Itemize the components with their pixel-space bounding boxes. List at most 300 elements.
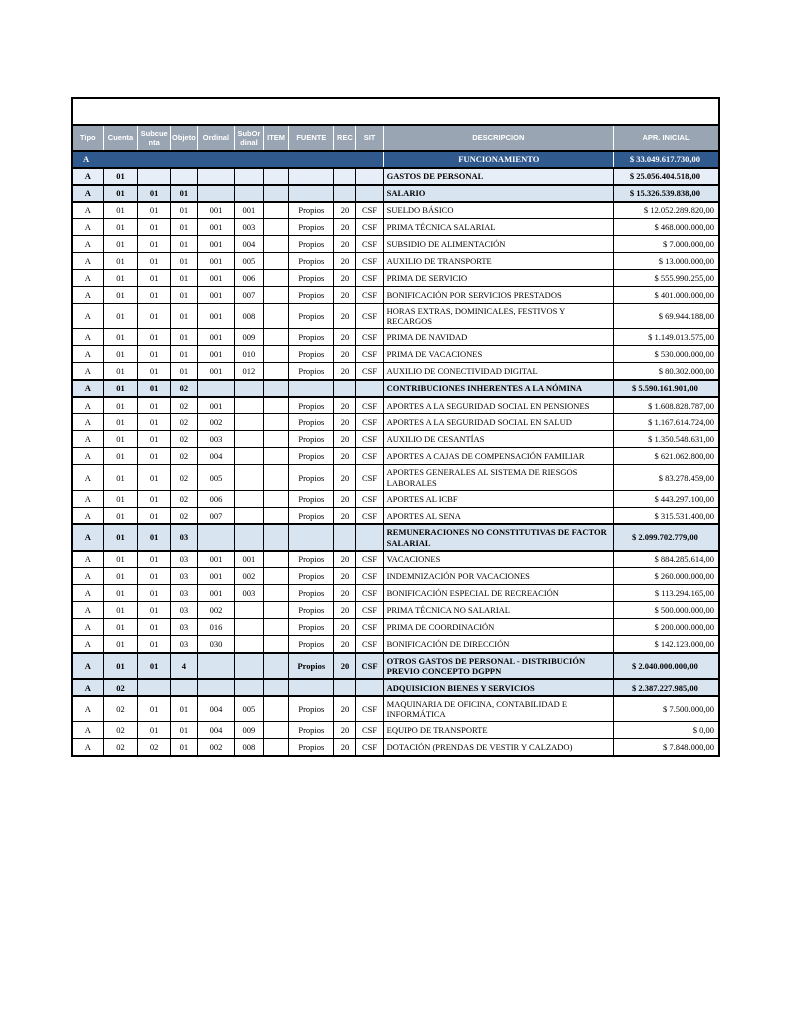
cell-cuenta: 02 xyxy=(103,722,138,739)
cell-tipo: A xyxy=(72,551,103,568)
cell-cuenta: 01 xyxy=(103,507,138,524)
cell-rec: 20 xyxy=(334,636,356,653)
cell-rec: 20 xyxy=(334,739,356,756)
cell-apr-inicial: $ 200.000.000,00 xyxy=(613,619,719,636)
cell-subordinal: 007 xyxy=(234,287,263,304)
cell-subcuenta: 01 xyxy=(138,202,170,219)
cell-fuente: Propios xyxy=(289,602,334,619)
cell-item xyxy=(263,551,288,568)
cell-item xyxy=(263,253,288,270)
cell-ordinal xyxy=(198,380,235,397)
cell-sit: CSF xyxy=(356,304,383,329)
cell-fuente: Propios xyxy=(289,722,334,739)
cell-objeto: 03 xyxy=(170,619,197,636)
cell-sit: CSF xyxy=(356,236,383,253)
cell-subcuenta: 01 xyxy=(138,568,170,585)
cell-subordinal xyxy=(234,380,263,397)
cell-sit: CSF xyxy=(356,551,383,568)
cell-item xyxy=(263,287,288,304)
cell-subordinal: 008 xyxy=(234,739,263,756)
table-row xyxy=(72,414,719,431)
cell-objeto: 02 xyxy=(170,397,197,414)
table-row xyxy=(72,568,719,585)
cell-apr-inicial: $ 113.294.165,00 xyxy=(613,585,719,602)
cell-subordinal xyxy=(234,679,263,696)
cell-tipo: A xyxy=(72,270,103,287)
cell-cuenta: 01 xyxy=(103,490,138,507)
cell-cuenta: 01 xyxy=(103,653,138,679)
cell-subordinal: 012 xyxy=(234,363,263,380)
cell-apr-inicial: $ 884.285.614,00 xyxy=(613,551,719,568)
cell-sit: CSF xyxy=(356,253,383,270)
cell-rec: 20 xyxy=(334,653,356,679)
cell-sit: CSF xyxy=(356,414,383,431)
cell-apr-inicial: $ 260.000.000,00 xyxy=(613,568,719,585)
cell-item xyxy=(263,679,288,696)
table-row xyxy=(72,168,719,185)
cell-objeto: 01 xyxy=(170,270,197,287)
cell-fuente: Propios xyxy=(289,568,334,585)
cell-subcuenta: 01 xyxy=(138,653,170,679)
cell-sit xyxy=(356,524,383,550)
cell-rec: 20 xyxy=(334,490,356,507)
cell-apr-inicial: $ 2.099.702.779,00 xyxy=(613,524,719,550)
cell-ordinal xyxy=(198,653,235,679)
cell-item xyxy=(263,380,288,397)
cell-fuente: Propios xyxy=(289,363,334,380)
cell-apr-inicial: $ 80.302.000,00 xyxy=(613,363,719,380)
table-row xyxy=(72,739,719,756)
table-row xyxy=(72,185,719,202)
cell-descripcion: PRIMA DE COORDINACIÓN xyxy=(383,619,613,636)
cell-descripcion: PRIMA DE SERVICIO xyxy=(383,270,613,287)
cell-subordinal: 005 xyxy=(234,253,263,270)
cell-tipo: A xyxy=(72,602,103,619)
cell-objeto: 02 xyxy=(170,448,197,465)
cell-objeto: 01 xyxy=(170,202,197,219)
cell-objeto: 03 xyxy=(170,585,197,602)
cell-objeto xyxy=(170,679,197,696)
cell-sit xyxy=(356,679,383,696)
cell-sit: CSF xyxy=(356,739,383,756)
cell-subcuenta: 01 xyxy=(138,636,170,653)
cell-subcuenta: 01 xyxy=(138,219,170,236)
cell-sit xyxy=(356,380,383,397)
cell-subordinal xyxy=(234,168,263,185)
cell-fuente: Propios xyxy=(289,653,334,679)
cell-fuente xyxy=(289,380,334,397)
table-row xyxy=(72,253,719,270)
cell-sit: CSF xyxy=(356,602,383,619)
cell-sit xyxy=(356,185,383,202)
cell-subordinal: 006 xyxy=(234,270,263,287)
table-row xyxy=(72,490,719,507)
cell-apr-inicial: $ 1.608.828.787,00 xyxy=(613,397,719,414)
cell-fuente: Propios xyxy=(289,465,334,490)
cell-subcuenta: 01 xyxy=(138,414,170,431)
cell-tipo: A xyxy=(72,585,103,602)
cell-ordinal: 004 xyxy=(198,722,235,739)
cell-cuenta: 01 xyxy=(103,397,138,414)
cell-rec: 20 xyxy=(334,346,356,363)
cell-fuente: Propios xyxy=(289,414,334,431)
cell-subordinal xyxy=(234,619,263,636)
cell-rec: 20 xyxy=(334,696,356,722)
cell-subordinal xyxy=(234,431,263,448)
cell-objeto: 03 xyxy=(170,602,197,619)
cell-descripcion: FUNCIONAMIENTO xyxy=(383,151,613,168)
table-row xyxy=(72,270,719,287)
cell-rec: 20 xyxy=(334,602,356,619)
cell-tipo: A xyxy=(72,696,103,722)
cell-apr-inicial: $ 1.350.548.631,00 xyxy=(613,431,719,448)
cell-apr-inicial: $ 468.000.000,00 xyxy=(613,219,719,236)
column-header-apr-inicial: APR. INICIAL xyxy=(613,125,719,151)
cell-subcuenta xyxy=(138,168,170,185)
cell-ordinal: 001 xyxy=(198,236,235,253)
cell-cuenta: 01 xyxy=(103,287,138,304)
cell-ordinal: 001 xyxy=(198,329,235,346)
cell-sit: CSF xyxy=(356,585,383,602)
cell-cuenta: 01 xyxy=(103,219,138,236)
cell-objeto: 02 xyxy=(170,465,197,490)
cell-fuente: Propios xyxy=(289,551,334,568)
cell-descripcion: AUXILIO DE CESANTÍAS xyxy=(383,431,613,448)
cell-subcuenta: 01 xyxy=(138,236,170,253)
cell-subcuenta: 01 xyxy=(138,185,170,202)
table-row xyxy=(72,380,719,397)
cell-subcuenta: 01 xyxy=(138,253,170,270)
cell-subordinal: 010 xyxy=(234,346,263,363)
cell-subordinal xyxy=(234,414,263,431)
cell-cuenta: 01 xyxy=(103,185,138,202)
cell-objeto: 01 xyxy=(170,287,197,304)
cell-tipo: A xyxy=(72,329,103,346)
table-row xyxy=(72,619,719,636)
cell-tipo: A xyxy=(72,679,103,696)
cell-cuenta: 01 xyxy=(103,202,138,219)
cell-cuenta: 01 xyxy=(103,619,138,636)
cell-fuente xyxy=(289,185,334,202)
cell-ordinal: 001 xyxy=(198,363,235,380)
cell-apr-inicial: $ 142.123.000,00 xyxy=(613,636,719,653)
cell-fuente: Propios xyxy=(289,636,334,653)
cell-ordinal: 001 xyxy=(198,397,235,414)
table-row xyxy=(72,236,719,253)
cell-tipo: A xyxy=(72,431,103,448)
cell-sit xyxy=(356,168,383,185)
column-header-fuente: FUENTE xyxy=(289,125,334,151)
cell-cuenta: 01 xyxy=(103,551,138,568)
cell-item xyxy=(263,270,288,287)
cell-subordinal: 005 xyxy=(234,696,263,722)
cell-apr-inicial: $ 2.040.000.000,00 xyxy=(613,653,719,679)
table-row xyxy=(72,679,719,696)
cell-sit: CSF xyxy=(356,696,383,722)
table-row xyxy=(72,722,719,739)
cell-fuente: Propios xyxy=(289,346,334,363)
column-header-subcuenta: Subcuenta xyxy=(138,125,170,151)
cell-tipo: A xyxy=(72,236,103,253)
cell-item xyxy=(263,236,288,253)
cell-apr-inicial: $ 500.000.000,00 xyxy=(613,602,719,619)
cell-cuenta: 01 xyxy=(103,270,138,287)
cell-item xyxy=(263,602,288,619)
cell-tipo: A xyxy=(72,490,103,507)
cell-ordinal: 001 xyxy=(198,551,235,568)
cell-apr-inicial: $ 33.049.617.730,00 xyxy=(613,151,719,168)
column-header-objeto: Objeto xyxy=(170,125,197,151)
cell-fuente: Propios xyxy=(289,696,334,722)
cell-descripcion: REMUNERACIONES NO CONSTITUTIVAS DE FACTOR SALARIAL xyxy=(383,524,613,550)
cell-subcuenta: 01 xyxy=(138,363,170,380)
cell-apr-inicial: $ 1.149.013.575,00 xyxy=(613,329,719,346)
table-row xyxy=(72,329,719,346)
cell-fuente: Propios xyxy=(289,236,334,253)
column-header-descripcion: DESCRIPCION xyxy=(383,125,613,151)
cell-descripcion: AUXILIO DE TRANSPORTE xyxy=(383,253,613,270)
cell-subordinal xyxy=(234,602,263,619)
table-row xyxy=(72,636,719,653)
cell-fuente: Propios xyxy=(289,329,334,346)
cell-item xyxy=(263,619,288,636)
cell-descripcion: OTROS GASTOS DE PERSONAL - DISTRIBUCIÓN PREVIO CONCEPTO DGPPN xyxy=(383,653,613,679)
cell-sit: CSF xyxy=(356,568,383,585)
cell-descripcion: EQUIPO DE TRANSPORTE xyxy=(383,722,613,739)
cell-subordinal: 001 xyxy=(234,551,263,568)
cell-rec: 20 xyxy=(334,304,356,329)
cell-cuenta: 02 xyxy=(103,696,138,722)
table-row xyxy=(72,346,719,363)
cell-subordinal: 009 xyxy=(234,329,263,346)
cell-cuenta: 02 xyxy=(103,679,138,696)
table-row xyxy=(72,219,719,236)
cell-tipo: A xyxy=(72,722,103,739)
cell-fuente: Propios xyxy=(289,490,334,507)
cell-objeto: 03 xyxy=(170,568,197,585)
cell-descripcion: MAQUINARIA DE OFICINA, CONTABILIDAD E INFORMÁTICA xyxy=(383,696,613,722)
table-row xyxy=(72,151,719,168)
cell-sit: CSF xyxy=(356,346,383,363)
cell-descripcion: INDEMNIZACIÓN POR VACACIONES xyxy=(383,568,613,585)
cell-objeto: 01 xyxy=(170,236,197,253)
cell-rec: 20 xyxy=(334,202,356,219)
cell-sit: CSF xyxy=(356,219,383,236)
cell-rec: 20 xyxy=(334,236,356,253)
cell-cuenta: 01 xyxy=(103,602,138,619)
title-row xyxy=(72,98,719,125)
cell-item xyxy=(263,696,288,722)
table-row xyxy=(72,287,719,304)
cell-objeto: 02 xyxy=(170,380,197,397)
table-row xyxy=(72,602,719,619)
cell-cuenta: 01 xyxy=(103,168,138,185)
cell-descripcion: SUELDO BÁSICO xyxy=(383,202,613,219)
cell-descripcion: APORTES GENERALES AL SISTEMA DE RIESGOS LABORALES xyxy=(383,465,613,490)
cell-tipo: A xyxy=(72,568,103,585)
cell-tipo: A xyxy=(72,202,103,219)
cell-subcuenta: 01 xyxy=(138,304,170,329)
cell-subordinal: 009 xyxy=(234,722,263,739)
cell-ordinal: 001 xyxy=(198,304,235,329)
cell-tipo: A xyxy=(72,380,103,397)
table-row xyxy=(72,585,719,602)
cell-apr-inicial: $ 315.531.400,00 xyxy=(613,507,719,524)
cell-descripcion: BONIFICACIÓN POR SERVICIOS PRESTADOS xyxy=(383,287,613,304)
cell-tipo: A xyxy=(72,619,103,636)
cell-rec: 20 xyxy=(334,270,356,287)
cell-tipo: A xyxy=(72,524,103,550)
cell-fuente: Propios xyxy=(289,253,334,270)
cell-rec: 20 xyxy=(334,568,356,585)
cell-sit: CSF xyxy=(356,636,383,653)
cell-item xyxy=(263,431,288,448)
cell-rec: 20 xyxy=(334,722,356,739)
cell-subcuenta: 01 xyxy=(138,448,170,465)
cell-apr-inicial: $ 555.990.255,00 xyxy=(613,270,719,287)
cell-tipo: A xyxy=(72,653,103,679)
cell-fuente: Propios xyxy=(289,619,334,636)
cell-sit: CSF xyxy=(356,270,383,287)
cell-ordinal: 001 xyxy=(198,270,235,287)
cell-fuente xyxy=(289,524,334,550)
cell-cuenta: 01 xyxy=(103,585,138,602)
cell-descripcion: SUBSIDIO DE ALIMENTACIÓN xyxy=(383,236,613,253)
cell-rec: 20 xyxy=(334,619,356,636)
cell-apr-inicial: $ 7.000.000,00 xyxy=(613,236,719,253)
document-title: ANEXO 1- Desagregación Presupuesto de Gastos de Funcionamiento Vigencia 2024 xyxy=(72,98,719,125)
table-row xyxy=(72,524,719,550)
cell-sit: CSF xyxy=(356,431,383,448)
cell-fuente: Propios xyxy=(289,304,334,329)
cell-rec xyxy=(334,679,356,696)
cell-apr-inicial: $ 83.278.459,00 xyxy=(613,465,719,490)
cell-sit: CSF xyxy=(356,653,383,679)
cell-fuente: Propios xyxy=(289,287,334,304)
cell-subordinal xyxy=(234,397,263,414)
column-header-ordinal: Ordinal xyxy=(198,125,235,151)
cell-apr-inicial: $ 401.000.000,00 xyxy=(613,287,719,304)
table-row xyxy=(72,507,719,524)
cell-descripcion: APORTES A LA SEGURIDAD SOCIAL EN SALUD xyxy=(383,414,613,431)
cell-subcuenta xyxy=(138,679,170,696)
cell-ordinal: 001 xyxy=(198,346,235,363)
cell-cuenta: 02 xyxy=(103,739,138,756)
cell-subordinal: 002 xyxy=(234,568,263,585)
cell-objeto: 02 xyxy=(170,414,197,431)
cell-objeto: 03 xyxy=(170,636,197,653)
cell-sit: CSF xyxy=(356,329,383,346)
cell-ordinal xyxy=(198,168,235,185)
cell-subcuenta: 01 xyxy=(138,507,170,524)
cell-rec: 20 xyxy=(334,363,356,380)
cell-subcuenta: 01 xyxy=(138,465,170,490)
cell-fuente: Propios xyxy=(289,270,334,287)
cell-ordinal: 002 xyxy=(198,602,235,619)
cell-subcuenta: 01 xyxy=(138,397,170,414)
cell-descripcion: APORTES AL ICBF xyxy=(383,490,613,507)
cell-objeto: 01 xyxy=(170,722,197,739)
cell-fuente: Propios xyxy=(289,585,334,602)
cell-fuente: Propios xyxy=(289,219,334,236)
table-row xyxy=(72,653,719,679)
cell-sit: CSF xyxy=(356,507,383,524)
cell-tipo: A xyxy=(72,304,103,329)
cell-rec: 20 xyxy=(334,414,356,431)
cell-descripcion: ADQUISICION BIENES Y SERVICIOS xyxy=(383,679,613,696)
cell-apr-inicial: $ 0,00 xyxy=(613,722,719,739)
table-row xyxy=(72,431,719,448)
cell-rec xyxy=(334,380,356,397)
cell-rec xyxy=(334,524,356,550)
table-row xyxy=(72,363,719,380)
cell-ordinal xyxy=(198,185,235,202)
cell-cuenta: 01 xyxy=(103,304,138,329)
cell-item xyxy=(263,168,288,185)
cell-ordinal: 001 xyxy=(198,202,235,219)
cell-subcuenta: 01 xyxy=(138,270,170,287)
cell-sit: CSF xyxy=(356,363,383,380)
cell-cuenta: 01 xyxy=(103,636,138,653)
cell-apr-inicial: $ 69.944.188,00 xyxy=(613,304,719,329)
cell-subordinal xyxy=(234,524,263,550)
cell-subcuenta: 01 xyxy=(138,346,170,363)
cell-tipo: A xyxy=(72,636,103,653)
column-header-rec: REC xyxy=(334,125,356,151)
cell-rec: 20 xyxy=(334,397,356,414)
cell-objeto: 01 xyxy=(170,696,197,722)
cell-subcuenta: 02 xyxy=(138,739,170,756)
cell-subcuenta: 01 xyxy=(138,696,170,722)
cell-fuente: Propios xyxy=(289,739,334,756)
cell-descripcion: HORAS EXTRAS, DOMINICALES, FESTIVOS Y RECARGOS xyxy=(383,304,613,329)
cell-subordinal xyxy=(234,490,263,507)
cell-descripcion: AUXILIO DE CONECTIVIDAD DIGITAL xyxy=(383,363,613,380)
cell-cuenta: 01 xyxy=(103,465,138,490)
cell-ordinal: 003 xyxy=(198,431,235,448)
cell-item xyxy=(263,636,288,653)
cell-ordinal: 002 xyxy=(198,414,235,431)
cell-apr-inicial: $ 621.062.800,00 xyxy=(613,448,719,465)
cell-descripcion: SALARIO xyxy=(383,185,613,202)
cell-objeto: 02 xyxy=(170,431,197,448)
cell-subcuenta: 01 xyxy=(138,551,170,568)
column-header-subordinal: SubOrdinal xyxy=(234,125,263,151)
cell-item xyxy=(263,304,288,329)
cell-tipo: A xyxy=(72,346,103,363)
cell-cuenta: 01 xyxy=(103,568,138,585)
cell-sit: CSF xyxy=(356,287,383,304)
cell-item xyxy=(263,346,288,363)
table-row xyxy=(72,397,719,414)
cell-sit: CSF xyxy=(356,448,383,465)
budget-table xyxy=(71,97,720,757)
cell-descripcion: APORTES A LA SEGURIDAD SOCIAL EN PENSIONES xyxy=(383,397,613,414)
cell-tipo: A xyxy=(72,168,103,185)
cell-tipo: A xyxy=(72,739,103,756)
cell-objeto: 01 xyxy=(170,346,197,363)
budget-table-body xyxy=(72,151,719,756)
cell-item xyxy=(263,568,288,585)
cell-item xyxy=(263,507,288,524)
cell-fuente: Propios xyxy=(289,397,334,414)
cell-ordinal: 001 xyxy=(198,219,235,236)
cell-rec: 20 xyxy=(334,287,356,304)
cell-objeto: 02 xyxy=(170,490,197,507)
cell-apr-inicial: $ 1.167.614.724,00 xyxy=(613,414,719,431)
cell-tipo: A xyxy=(72,363,103,380)
cell-rec: 20 xyxy=(334,507,356,524)
